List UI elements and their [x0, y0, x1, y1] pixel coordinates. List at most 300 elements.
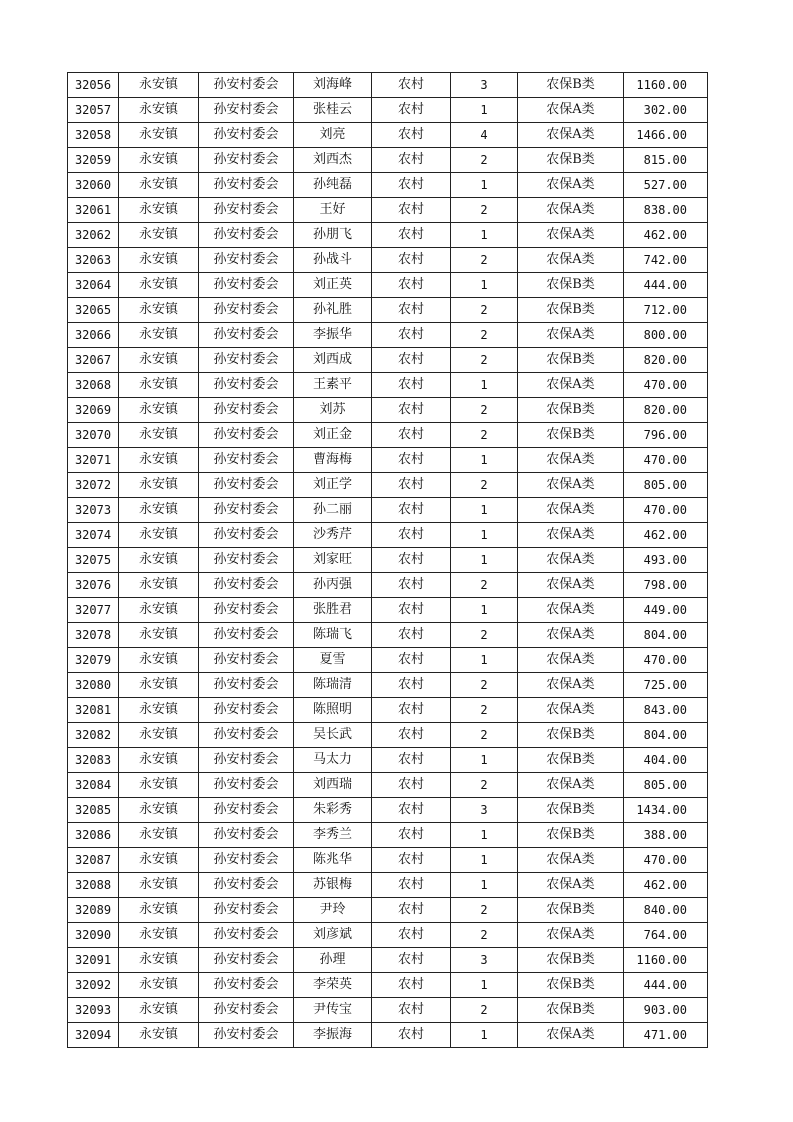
amount-cell: 470.00 — [624, 373, 708, 398]
household-size-cell: 2 — [451, 298, 518, 323]
table-row — [68, 948, 708, 973]
area-type-cell: 农村 — [372, 148, 451, 173]
amount-cell: 404.00 — [624, 748, 708, 773]
household-size-cell: 2 — [451, 573, 518, 598]
category-cell: 农保A类 — [518, 773, 624, 798]
name-cell: 刘海峰 — [294, 73, 372, 98]
village-cell: 孙安村委会 — [199, 873, 294, 898]
record-id-cell: 32067 — [68, 348, 119, 373]
amount-cell: 725.00 — [624, 673, 708, 698]
record-id-cell: 32068 — [68, 373, 119, 398]
town-cell: 永安镇 — [119, 648, 199, 673]
category-cell: 农保A类 — [518, 173, 624, 198]
category-cell: 农保A类 — [518, 223, 624, 248]
name-cell: 尹传宝 — [294, 998, 372, 1023]
record-id-cell: 32092 — [68, 973, 119, 998]
record-id-cell: 32065 — [68, 298, 119, 323]
name-cell: 沙秀芹 — [294, 523, 372, 548]
table-row — [68, 848, 708, 873]
name-cell: 孙理 — [294, 948, 372, 973]
table-row — [68, 923, 708, 948]
area-type-cell: 农村 — [372, 923, 451, 948]
household-size-cell: 1 — [451, 498, 518, 523]
town-cell: 永安镇 — [119, 123, 199, 148]
village-cell: 孙安村委会 — [199, 923, 294, 948]
area-type-cell: 农村 — [372, 273, 451, 298]
name-cell: 刘西瑞 — [294, 773, 372, 798]
table-row — [68, 773, 708, 798]
category-cell: 农保A类 — [518, 648, 624, 673]
record-id-cell: 32071 — [68, 448, 119, 473]
household-size-cell: 1 — [451, 848, 518, 873]
household-size-cell: 2 — [451, 323, 518, 348]
record-id-cell: 32076 — [68, 573, 119, 598]
household-size-cell: 1 — [451, 223, 518, 248]
amount-cell: 444.00 — [624, 973, 708, 998]
household-size-cell: 2 — [451, 673, 518, 698]
area-type-cell: 农村 — [372, 448, 451, 473]
area-type-cell: 农村 — [372, 123, 451, 148]
category-cell: 农保A类 — [518, 98, 624, 123]
amount-cell: 470.00 — [624, 848, 708, 873]
village-cell: 孙安村委会 — [199, 998, 294, 1023]
village-cell: 孙安村委会 — [199, 398, 294, 423]
table-row — [68, 248, 708, 273]
household-size-cell: 4 — [451, 123, 518, 148]
amount-cell: 462.00 — [624, 873, 708, 898]
town-cell: 永安镇 — [119, 698, 199, 723]
category-cell: 农保A类 — [518, 598, 624, 623]
table-row — [68, 423, 708, 448]
household-size-cell: 1 — [451, 273, 518, 298]
area-type-cell: 农村 — [372, 623, 451, 648]
area-type-cell: 农村 — [372, 498, 451, 523]
village-cell: 孙安村委会 — [199, 673, 294, 698]
table-row — [68, 573, 708, 598]
name-cell: 王素平 — [294, 373, 372, 398]
town-cell: 永安镇 — [119, 273, 199, 298]
area-type-cell: 农村 — [372, 248, 451, 273]
village-cell: 孙安村委会 — [199, 523, 294, 548]
household-size-cell: 1 — [451, 98, 518, 123]
category-cell: 农保A类 — [518, 573, 624, 598]
category-cell: 农保B类 — [518, 148, 624, 173]
name-cell: 朱彩秀 — [294, 798, 372, 823]
amount-cell: 470.00 — [624, 648, 708, 673]
village-cell: 孙安村委会 — [199, 948, 294, 973]
village-cell: 孙安村委会 — [199, 723, 294, 748]
record-id-cell: 32077 — [68, 598, 119, 623]
name-cell: 夏雪 — [294, 648, 372, 673]
category-cell: 农保B类 — [518, 298, 624, 323]
table-row — [68, 473, 708, 498]
name-cell: 李荣英 — [294, 973, 372, 998]
name-cell: 孙二丽 — [294, 498, 372, 523]
name-cell: 吴长武 — [294, 723, 372, 748]
amount-cell: 527.00 — [624, 173, 708, 198]
category-cell: 农保B类 — [518, 723, 624, 748]
name-cell: 刘苏 — [294, 398, 372, 423]
household-size-cell: 2 — [451, 723, 518, 748]
village-cell: 孙安村委会 — [199, 573, 294, 598]
name-cell: 刘西成 — [294, 348, 372, 373]
town-cell: 永安镇 — [119, 398, 199, 423]
amount-cell: 805.00 — [624, 773, 708, 798]
amount-cell: 804.00 — [624, 623, 708, 648]
record-id-cell: 32070 — [68, 423, 119, 448]
category-cell: 农保B类 — [518, 73, 624, 98]
amount-cell: 903.00 — [624, 998, 708, 1023]
town-cell: 永安镇 — [119, 323, 199, 348]
category-cell: 农保A类 — [518, 123, 624, 148]
area-type-cell: 农村 — [372, 848, 451, 873]
area-type-cell: 农村 — [372, 698, 451, 723]
household-size-cell: 2 — [451, 148, 518, 173]
village-cell: 孙安村委会 — [199, 298, 294, 323]
category-cell: 农保A类 — [518, 448, 624, 473]
household-size-cell: 1 — [451, 823, 518, 848]
table-row — [68, 373, 708, 398]
record-id-cell: 32085 — [68, 798, 119, 823]
name-cell: 刘亮 — [294, 123, 372, 148]
amount-cell: 800.00 — [624, 323, 708, 348]
category-cell: 农保B类 — [518, 973, 624, 998]
table-row — [68, 973, 708, 998]
record-id-cell: 32088 — [68, 873, 119, 898]
table-row — [68, 498, 708, 523]
table-row — [68, 173, 708, 198]
record-id-cell: 32073 — [68, 498, 119, 523]
record-id-cell: 32090 — [68, 923, 119, 948]
amount-cell: 449.00 — [624, 598, 708, 623]
amount-cell: 471.00 — [624, 1023, 708, 1048]
name-cell: 张桂云 — [294, 98, 372, 123]
area-type-cell: 农村 — [372, 423, 451, 448]
amount-cell: 462.00 — [624, 223, 708, 248]
household-size-cell: 1 — [451, 748, 518, 773]
name-cell: 刘正英 — [294, 273, 372, 298]
town-cell: 永安镇 — [119, 898, 199, 923]
category-cell: 农保A类 — [518, 473, 624, 498]
record-id-cell: 32062 — [68, 223, 119, 248]
town-cell: 永安镇 — [119, 98, 199, 123]
household-size-cell: 2 — [451, 898, 518, 923]
category-cell: 农保A类 — [518, 673, 624, 698]
amount-cell: 742.00 — [624, 248, 708, 273]
name-cell: 孙战斗 — [294, 248, 372, 273]
record-id-cell: 32066 — [68, 323, 119, 348]
name-cell: 张胜君 — [294, 598, 372, 623]
record-id-cell: 32084 — [68, 773, 119, 798]
town-cell: 永安镇 — [119, 998, 199, 1023]
town-cell: 永安镇 — [119, 623, 199, 648]
area-type-cell: 农村 — [372, 973, 451, 998]
area-type-cell: 农村 — [372, 573, 451, 598]
table-row — [68, 873, 708, 898]
town-cell: 永安镇 — [119, 973, 199, 998]
household-size-cell: 2 — [451, 473, 518, 498]
household-size-cell: 2 — [451, 923, 518, 948]
category-cell: 农保A类 — [518, 623, 624, 648]
area-type-cell: 农村 — [372, 773, 451, 798]
amount-cell: 796.00 — [624, 423, 708, 448]
table-row — [68, 298, 708, 323]
village-cell: 孙安村委会 — [199, 748, 294, 773]
amount-cell: 302.00 — [624, 98, 708, 123]
household-size-cell: 2 — [451, 248, 518, 273]
amount-cell: 470.00 — [624, 448, 708, 473]
record-id-cell: 32056 — [68, 73, 119, 98]
records-body — [68, 73, 708, 1048]
name-cell: 陈瑞飞 — [294, 623, 372, 648]
table-row — [68, 348, 708, 373]
area-type-cell: 农村 — [372, 173, 451, 198]
table-row — [68, 223, 708, 248]
name-cell: 刘家旺 — [294, 548, 372, 573]
category-cell: 农保B类 — [518, 823, 624, 848]
amount-cell: 388.00 — [624, 823, 708, 848]
village-cell: 孙安村委会 — [199, 98, 294, 123]
name-cell: 刘彦斌 — [294, 923, 372, 948]
record-id-cell: 32080 — [68, 673, 119, 698]
name-cell: 孙朋飞 — [294, 223, 372, 248]
village-cell: 孙安村委会 — [199, 373, 294, 398]
town-cell: 永安镇 — [119, 748, 199, 773]
village-cell: 孙安村委会 — [199, 648, 294, 673]
category-cell: 农保A类 — [518, 548, 624, 573]
town-cell: 永安镇 — [119, 523, 199, 548]
category-cell: 农保A类 — [518, 373, 624, 398]
table-row — [68, 648, 708, 673]
category-cell: 农保A类 — [518, 248, 624, 273]
village-cell: 孙安村委会 — [199, 123, 294, 148]
household-size-cell: 1 — [451, 173, 518, 198]
category-cell: 农保B类 — [518, 423, 624, 448]
area-type-cell: 农村 — [372, 523, 451, 548]
village-cell: 孙安村委会 — [199, 198, 294, 223]
name-cell: 孙丙强 — [294, 573, 372, 598]
amount-cell: 798.00 — [624, 573, 708, 598]
record-id-cell: 32072 — [68, 473, 119, 498]
table-row — [68, 798, 708, 823]
household-size-cell: 2 — [451, 398, 518, 423]
household-size-cell: 2 — [451, 998, 518, 1023]
table-row — [68, 823, 708, 848]
village-cell: 孙安村委会 — [199, 773, 294, 798]
household-size-cell: 1 — [451, 523, 518, 548]
area-type-cell: 农村 — [372, 373, 451, 398]
category-cell: 农保A类 — [518, 923, 624, 948]
household-size-cell: 3 — [451, 948, 518, 973]
amount-cell: 470.00 — [624, 498, 708, 523]
area-type-cell: 农村 — [372, 798, 451, 823]
category-cell: 农保B类 — [518, 798, 624, 823]
area-type-cell: 农村 — [372, 223, 451, 248]
amount-cell: 820.00 — [624, 348, 708, 373]
household-size-cell: 2 — [451, 348, 518, 373]
category-cell: 农保A类 — [518, 198, 624, 223]
household-size-cell: 2 — [451, 423, 518, 448]
record-id-cell: 32093 — [68, 998, 119, 1023]
category-cell: 农保A类 — [518, 523, 624, 548]
amount-cell: 820.00 — [624, 398, 708, 423]
name-cell: 曹海梅 — [294, 448, 372, 473]
table-row — [68, 548, 708, 573]
amount-cell: 493.00 — [624, 548, 708, 573]
record-id-cell: 32074 — [68, 523, 119, 548]
area-type-cell: 农村 — [372, 673, 451, 698]
town-cell: 永安镇 — [119, 198, 199, 223]
record-id-cell: 32059 — [68, 148, 119, 173]
area-type-cell: 农村 — [372, 348, 451, 373]
village-cell: 孙安村委会 — [199, 473, 294, 498]
village-cell: 孙安村委会 — [199, 148, 294, 173]
table-row — [68, 598, 708, 623]
village-cell: 孙安村委会 — [199, 623, 294, 648]
household-size-cell: 3 — [451, 73, 518, 98]
area-type-cell: 农村 — [372, 598, 451, 623]
name-cell: 陈兆华 — [294, 848, 372, 873]
amount-cell: 840.00 — [624, 898, 708, 923]
town-cell: 永安镇 — [119, 1023, 199, 1048]
record-id-cell: 32086 — [68, 823, 119, 848]
village-cell: 孙安村委会 — [199, 173, 294, 198]
village-cell: 孙安村委会 — [199, 898, 294, 923]
amount-cell: 444.00 — [624, 273, 708, 298]
household-size-cell: 2 — [451, 698, 518, 723]
record-id-cell: 32079 — [68, 648, 119, 673]
amount-cell: 712.00 — [624, 298, 708, 323]
category-cell: 农保A类 — [518, 1023, 624, 1048]
household-size-cell: 1 — [451, 973, 518, 998]
table-row — [68, 123, 708, 148]
village-cell: 孙安村委会 — [199, 348, 294, 373]
amount-cell: 815.00 — [624, 148, 708, 173]
village-cell: 孙安村委会 — [199, 423, 294, 448]
category-cell: 农保B类 — [518, 748, 624, 773]
village-cell: 孙安村委会 — [199, 798, 294, 823]
town-cell: 永安镇 — [119, 873, 199, 898]
record-id-cell: 32064 — [68, 273, 119, 298]
category-cell: 农保B类 — [518, 948, 624, 973]
town-cell: 永安镇 — [119, 473, 199, 498]
area-type-cell: 农村 — [372, 748, 451, 773]
area-type-cell: 农村 — [372, 548, 451, 573]
area-type-cell: 农村 — [372, 998, 451, 1023]
category-cell: 农保B类 — [518, 398, 624, 423]
category-cell: 农保A类 — [518, 873, 624, 898]
village-cell: 孙安村委会 — [199, 548, 294, 573]
town-cell: 永安镇 — [119, 723, 199, 748]
town-cell: 永安镇 — [119, 773, 199, 798]
village-cell: 孙安村委会 — [199, 598, 294, 623]
area-type-cell: 农村 — [372, 323, 451, 348]
town-cell: 永安镇 — [119, 248, 199, 273]
table-row — [68, 273, 708, 298]
table-row — [68, 748, 708, 773]
village-cell: 孙安村委会 — [199, 448, 294, 473]
category-cell: 农保A类 — [518, 698, 624, 723]
town-cell: 永安镇 — [119, 673, 199, 698]
table-row — [68, 998, 708, 1023]
record-id-cell: 32083 — [68, 748, 119, 773]
area-type-cell: 农村 — [372, 298, 451, 323]
record-id-cell: 32061 — [68, 198, 119, 223]
table-row — [68, 448, 708, 473]
household-size-cell: 1 — [451, 648, 518, 673]
household-size-cell: 1 — [451, 873, 518, 898]
village-cell: 孙安村委会 — [199, 848, 294, 873]
village-cell: 孙安村委会 — [199, 323, 294, 348]
town-cell: 永安镇 — [119, 223, 199, 248]
name-cell: 刘西杰 — [294, 148, 372, 173]
village-cell: 孙安村委会 — [199, 973, 294, 998]
village-cell: 孙安村委会 — [199, 1023, 294, 1048]
name-cell: 刘正金 — [294, 423, 372, 448]
amount-cell: 1434.00 — [624, 798, 708, 823]
name-cell: 陈照明 — [294, 698, 372, 723]
record-id-cell: 32063 — [68, 248, 119, 273]
household-size-cell: 2 — [451, 773, 518, 798]
table-row — [68, 673, 708, 698]
amount-cell: 764.00 — [624, 923, 708, 948]
town-cell: 永安镇 — [119, 148, 199, 173]
household-size-cell: 2 — [451, 623, 518, 648]
name-cell: 马太力 — [294, 748, 372, 773]
category-cell: 农保A类 — [518, 498, 624, 523]
table-row — [68, 198, 708, 223]
area-type-cell: 农村 — [372, 98, 451, 123]
household-size-cell: 1 — [451, 1023, 518, 1048]
record-id-cell: 32094 — [68, 1023, 119, 1048]
table-row — [68, 98, 708, 123]
record-id-cell: 32091 — [68, 948, 119, 973]
name-cell: 孙纯磊 — [294, 173, 372, 198]
name-cell: 李振华 — [294, 323, 372, 348]
table-row — [68, 523, 708, 548]
household-size-cell: 1 — [451, 373, 518, 398]
name-cell: 孙礼胜 — [294, 298, 372, 323]
household-size-cell: 1 — [451, 548, 518, 573]
table-row — [68, 73, 708, 98]
town-cell: 永安镇 — [119, 848, 199, 873]
table-row — [68, 723, 708, 748]
category-cell: 农保B类 — [518, 273, 624, 298]
amount-cell: 804.00 — [624, 723, 708, 748]
amount-cell: 1160.00 — [624, 73, 708, 98]
town-cell: 永安镇 — [119, 73, 199, 98]
town-cell: 永安镇 — [119, 823, 199, 848]
name-cell: 李振海 — [294, 1023, 372, 1048]
area-type-cell: 农村 — [372, 823, 451, 848]
town-cell: 永安镇 — [119, 423, 199, 448]
record-id-cell: 32078 — [68, 623, 119, 648]
household-size-cell: 3 — [451, 798, 518, 823]
town-cell: 永安镇 — [119, 298, 199, 323]
village-cell: 孙安村委会 — [199, 73, 294, 98]
area-type-cell: 农村 — [372, 723, 451, 748]
table-row — [68, 148, 708, 173]
town-cell: 永安镇 — [119, 598, 199, 623]
amount-cell: 462.00 — [624, 523, 708, 548]
amount-cell: 838.00 — [624, 198, 708, 223]
record-id-cell: 32058 — [68, 123, 119, 148]
amount-cell: 1466.00 — [624, 123, 708, 148]
town-cell: 永安镇 — [119, 498, 199, 523]
category-cell: 农保B类 — [518, 898, 624, 923]
town-cell: 永安镇 — [119, 573, 199, 598]
record-id-cell: 32075 — [68, 548, 119, 573]
